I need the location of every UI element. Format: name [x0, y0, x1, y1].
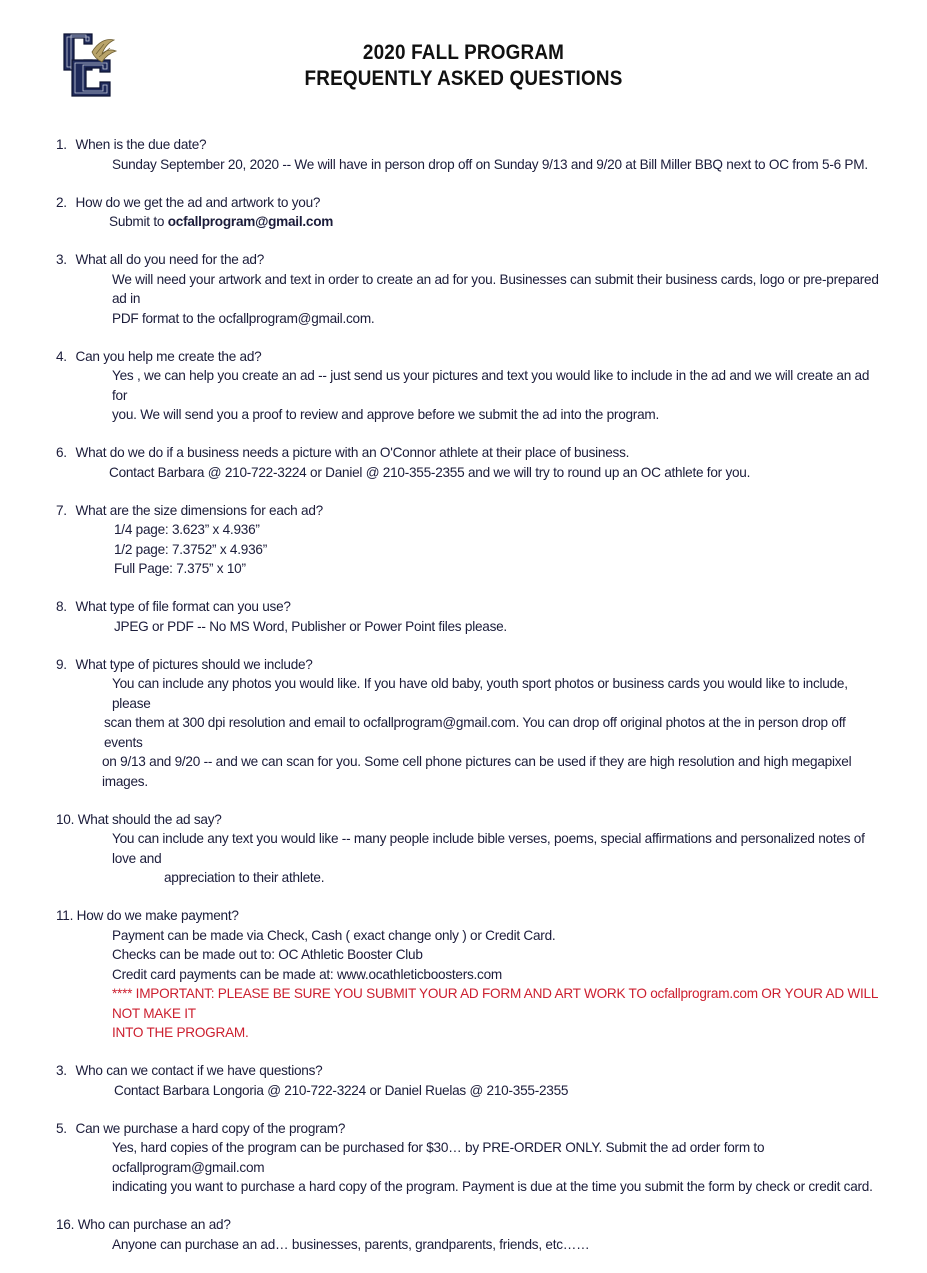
- faq-answer: [56, 829, 886, 888]
- answer-line: Yes, hard copies of the program can be purchased for $30… by PRE-ORDER ONLY. Submit the ad order form to ocfallprogram@gmail.com: [112, 1140, 765, 1175]
- faq-answer: [56, 270, 886, 329]
- answer-line: Checks can be made out to: OC Athletic Booster Club: [112, 947, 423, 962]
- question-number: 16.: [56, 1217, 75, 1232]
- question-text: What all do you need for the ad?: [75, 252, 265, 267]
- question-number: 1.: [56, 137, 67, 152]
- faq-item: [56, 1215, 886, 1254]
- question-number: 10.: [56, 811, 75, 827]
- question-text: When is the due date?: [75, 137, 207, 152]
- question-number: 6.: [56, 445, 67, 460]
- faq-item: [56, 1119, 886, 1197]
- faq-item: [56, 250, 886, 328]
- answer-line: Payment can be made via Check, Cash ( exact change only ) or Credit Card.: [112, 927, 556, 943]
- question-text: Can you help me create the ad?: [75, 348, 262, 364]
- faq-item: [56, 810, 886, 888]
- faq-question: [56, 443, 886, 463]
- faq-question: [56, 501, 886, 521]
- title-line-2: FREQUENTLY ASKED QUESTIONS: [304, 67, 623, 90]
- faq-answer: [56, 1081, 886, 1101]
- faq-list: [56, 135, 886, 1273]
- question-text: What do we do if a business needs a picture with an O'Connor athlete at their place of business.: [75, 445, 630, 460]
- faq-question: [56, 1215, 886, 1235]
- answer-line: You can include any photos you would like. If you have old baby, youth sport photos or business cards you would like to include, please: [112, 676, 848, 711]
- faq-answer: [56, 366, 886, 425]
- question-number: 7.: [56, 502, 67, 518]
- question-text: What should the ad say?: [77, 811, 222, 827]
- answer-line: You can include any text you would like -- many people include bible verses, poems, special affirmations and personalized notes of love and: [112, 831, 865, 866]
- question-text: How do we make payment?: [76, 908, 239, 923]
- question-number: 11.: [56, 908, 74, 923]
- question-number: 3.: [56, 252, 67, 267]
- faq-answer: [56, 155, 886, 175]
- answer-line: Sunday September 20, 2020 -- We will have in person drop off on Sunday 9/13 and 9/20 at Bill Miller BBQ next to OC from 5-6 PM.: [112, 156, 868, 172]
- faq-answer: [56, 1235, 886, 1255]
- faq-item: [56, 501, 886, 579]
- faq-item: [56, 597, 886, 636]
- faq-question: [56, 135, 886, 155]
- faq-answer: [56, 617, 886, 637]
- answer-line: Full Page: 7.375” x 10”: [114, 561, 246, 576]
- answer-line: scan them at 300 dpi resolution and email to ocfallprogram@gmail.com. You can drop off original photos at the in person drop off events: [104, 715, 846, 750]
- faq-question: [56, 810, 886, 830]
- question-number: 4.: [56, 348, 67, 364]
- faq-question: [56, 250, 886, 270]
- faq-answer: [56, 212, 886, 232]
- question-number: 5.: [56, 1120, 67, 1136]
- faq-answer: [56, 674, 886, 791]
- question-text: What are the size dimensions for each ad?: [75, 502, 323, 518]
- answer-line: you. We will send you a proof to review and approve before we submit the ad into the program.: [112, 407, 659, 422]
- faq-question: [56, 347, 886, 367]
- faq-item: [56, 135, 886, 174]
- faq-item: [56, 347, 886, 425]
- answer-line: We will need your artwork and text in order to create an ad for you. Businesses can submit their business cards, logo or pre-prepared ad in: [112, 271, 879, 306]
- answer-line: JPEG or PDF -- No MS Word, Publisher or Power Point files please.: [114, 618, 507, 634]
- faq-item: [56, 193, 886, 232]
- page-header: [0, 40, 927, 92]
- question-text: What type of file format can you use?: [75, 599, 291, 614]
- question-number: 8.: [56, 599, 67, 614]
- answer-line: Submit to: [109, 214, 168, 229]
- faq-question: [56, 193, 886, 213]
- faq-item: [56, 1061, 886, 1100]
- faq-question: [56, 655, 886, 675]
- answer-line: Contact Barbara @ 210-722-3224 or Daniel @ 210-355-2355 and we will try to round up an OC athlete for you.: [109, 464, 751, 480]
- answer-line: 1/4 page: 3.623” x 4.936”: [114, 522, 260, 537]
- answer-line: indicating you want to purchase a hard copy of the program. Payment is due at the time you submit the form by check or credit card.: [112, 1179, 873, 1194]
- faq-question: [56, 1061, 886, 1081]
- answer-line: Anyone can purchase an ad… businesses, parents, grandparents, friends, etc……: [112, 1236, 590, 1252]
- question-text: How do we get the ad and artwork to you?: [75, 194, 321, 210]
- question-text: What type of pictures should we include?: [75, 656, 313, 672]
- question-number: 2.: [56, 194, 67, 210]
- faq-item: [56, 443, 886, 482]
- important-notice: **** IMPORTANT: PLEASE BE SURE YOU SUBMIT YOUR AD FORM AND ART WORK TO ocfallprogram.com OR YOUR AD WILL NOT MAKE IT: [112, 986, 878, 1021]
- important-notice: INTO THE PROGRAM.: [112, 1025, 249, 1040]
- answer-line: PDF format to the ocfallprogram@gmail.com.: [112, 310, 375, 326]
- answer-line: Contact Barbara Longoria @ 210-722-3224 or Daniel Ruelas @ 210-355-2355: [114, 1082, 569, 1098]
- title-line-1: 2020 FALL PROGRAM: [362, 41, 565, 64]
- faq-answer: [56, 520, 886, 579]
- question-number: 9.: [56, 656, 67, 672]
- faq-answer: [56, 926, 886, 1043]
- question-text: Can we purchase a hard copy of the program?: [75, 1120, 346, 1136]
- answer-line: Credit card payments can be made at: www.ocathleticboosters.com: [112, 966, 502, 982]
- faq-item: [56, 906, 886, 1043]
- faq-question: [56, 1119, 886, 1139]
- faq-item: [56, 655, 886, 792]
- faq-answer: [56, 1138, 886, 1197]
- answer-line: appreciation to their athlete.: [164, 870, 325, 885]
- submission-email: ocfallprogram@gmail.com: [167, 214, 334, 229]
- faq-answer: [56, 463, 886, 483]
- faq-question: [56, 906, 886, 926]
- faq-question: [56, 597, 886, 617]
- answer-line: on 9/13 and 9/20 -- and we can scan for you. Some cell phone pictures can be used if they are high resolution and high megapixel images.: [102, 754, 852, 789]
- answer-line: 1/2 page: 7.3752” x 4.936”: [114, 541, 267, 557]
- answer-line: Yes , we can help you create an ad -- just send us your pictures and text you would like to include in the ad and we will create an ad for: [112, 368, 870, 403]
- question-text: Who can purchase an ad?: [77, 1217, 231, 1232]
- question-number: 3.: [56, 1063, 67, 1078]
- question-text: Who can we contact if we have questions?: [75, 1063, 323, 1078]
